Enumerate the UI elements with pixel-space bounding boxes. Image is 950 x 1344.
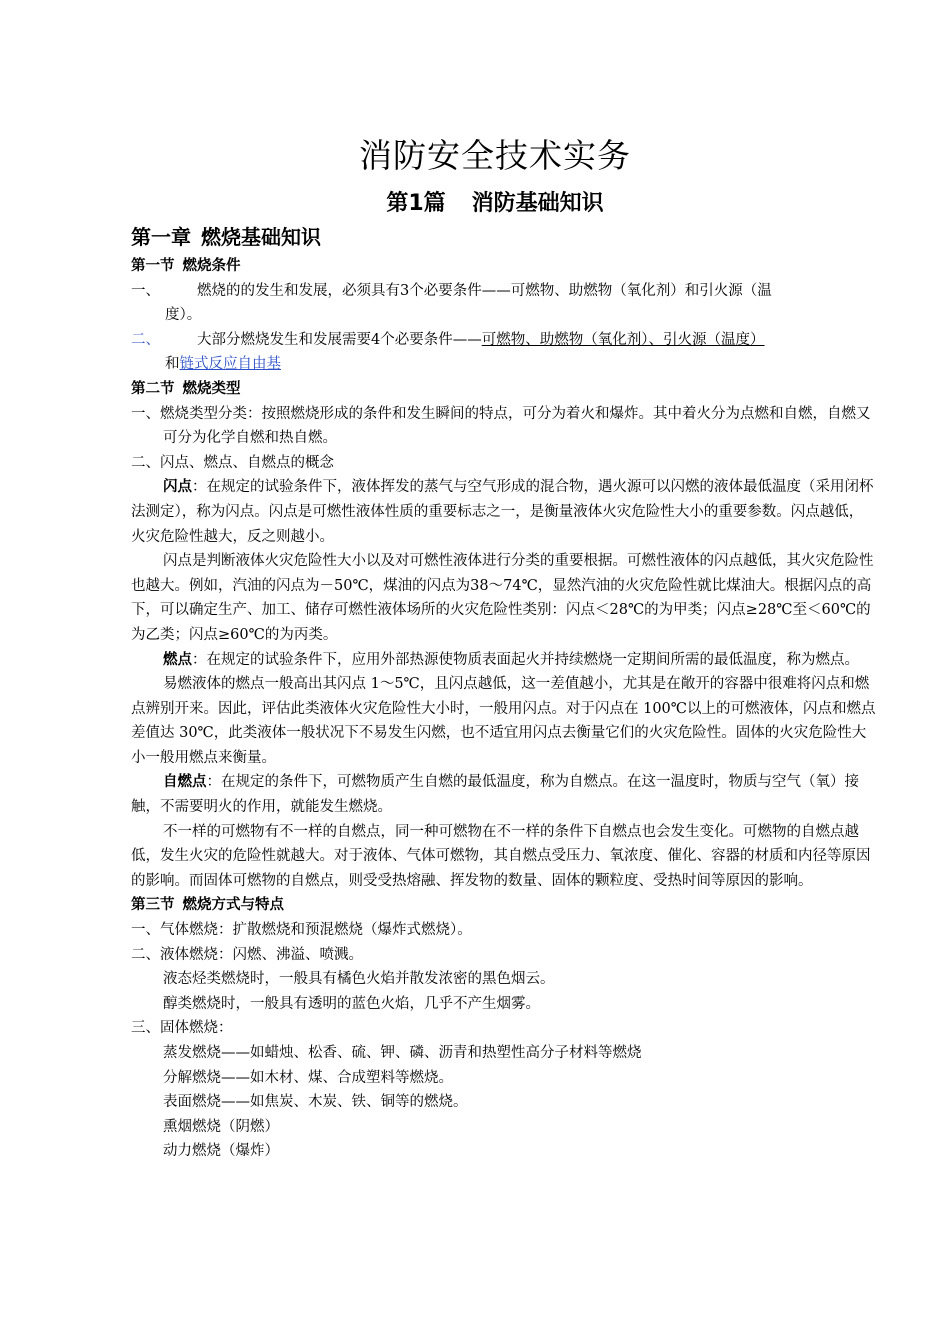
chain-reaction-link[interactable]: 链式反应自由基	[179, 356, 281, 373]
section-3-name: 燃烧方式与特点	[182, 897, 284, 914]
s1-item-2-text: 大部分燃烧发生和发展需要4个必要条件——	[197, 331, 482, 348]
chapter-heading	[131, 222, 876, 252]
s3-line-6: 蒸发燃烧——如蜡烛、松香、硫、钾、磷、沥青和热塑性高分子材料等燃烧	[163, 1045, 642, 1061]
s1-item-2-cont: 和	[165, 356, 180, 373]
s3-line-8: 表面燃烧——如焦炭、木炭、铁、铜等的燃烧。	[163, 1094, 468, 1111]
section-3-label: 第三节	[131, 897, 175, 914]
s3-line-9: 熏烟燃烧（阴燃）	[163, 1118, 279, 1135]
chapter-name: 燃烧基础知识	[201, 225, 321, 249]
s1-item-2-number: 二、	[131, 331, 160, 348]
s3-line-3: 液态烃类燃烧时，一般具有橘色火焰并散发浓密的黑色烟云。	[163, 971, 555, 988]
section-1-label: 第一节	[131, 258, 175, 274]
s3-line-1: 一、气体燃烧：扩散燃烧和预混燃烧（爆炸式燃烧）。	[131, 922, 472, 939]
s2-para-2: 二、闪点、燃点、自燃点的概念	[131, 454, 334, 471]
fire-point-term: 燃点	[163, 651, 192, 668]
flash-point-text: ：在规定的试验条件下，液体挥发的蒸气与空气形成的混合物，遇火源可以闪燃的液体最低温度（采用闭杯法测定），称为闪点。闪点是可燃性液体性质的重要标志之一，是衡量液体火灾危险性大小的重要参数。闪点越低，火灾危险性越大，反之则越小。	[131, 479, 874, 545]
flash-point-term: 闪点	[163, 479, 192, 496]
section-2-label: 第二节	[131, 380, 175, 397]
s1-item-1-number: 一、	[131, 282, 160, 299]
s1-item-2	[131, 328, 876, 377]
document-title: 消防安全技术实务	[359, 136, 631, 175]
s3-line-5: 三、固体燃烧：	[131, 1020, 233, 1037]
chapter-label: 第一章	[131, 225, 191, 249]
flash-point-definition	[131, 475, 876, 549]
s3-line-2: 二、液体燃烧：闪燃、沸溢、喷溅。	[131, 946, 363, 963]
s3-line-7: 分解燃烧——如木材、煤、合成塑料等燃烧。	[163, 1069, 453, 1086]
autoignition-term: 自燃点	[163, 774, 207, 791]
s3-line-10: 动力燃烧（爆炸）	[163, 1143, 279, 1160]
document-body	[131, 222, 876, 1164]
s2-para-1: 一、燃烧类型分类：按照燃烧形成的条件和发生瞬间的特点，可分为着火和爆炸。其中着火分为点燃和自燃，自燃又可分为化学自燃和热自燃。	[131, 405, 871, 447]
fire-point-text: ：在规定的试验条件下，应用外部热源使物质表面起火并持续燃烧一定期间所需的最低温度，称为燃点。	[192, 651, 859, 668]
section-2-heading	[131, 377, 876, 402]
s1-item-1-cont: 度）。	[165, 307, 202, 324]
section-1-heading	[131, 254, 876, 279]
part-name: 消防基础知识	[471, 191, 604, 216]
s1-item-1-text: 燃烧的的发生和发展，必须具有3个必要条件——可燃物、助燃物（氧化剂）和引火源（温	[197, 282, 772, 299]
s1-item-2-underlined: 可燃物、助燃物（氧化剂）、引火源（温度）	[481, 331, 765, 348]
flash-point-para-2: 闪点是判断液体火灾危险性大小以及对可燃性液体进行分类的重要根据。可燃性液体的闪点越低，其火灾危险性也越大。例如，汽油的闪点为－50℃，煤油的闪点为38～74℃，显然汽油的火灾危险性就比煤油大。根据闪点的高下，可以确定生产、加工、储存可燃性液体场所的火灾危险性类别：闪点＜28℃的为甲类；闪点≥28℃至＜60℃的为乙类；闪点≥60℃的为丙类。	[131, 553, 874, 643]
section-2-name: 燃烧类型	[182, 380, 241, 397]
autoignition-para-2: 不一样的可燃物有不一样的自燃点，同一种可燃物在不一样的条件下自燃点也会发生变化。可燃物的自燃点越低，发生火灾的危险性就越大。对于液体、气体可燃物，其自燃点受压力、氧浓度、催化、容器的材质和内径等原因的影响。而固体可燃物的自燃点，则受受热熔融、挥发物的数量、固体的颗粒度、受热时间等原因的影响。	[131, 823, 871, 889]
fire-point-definition	[131, 648, 876, 673]
autoignition-definition	[131, 770, 876, 819]
part-title	[0, 186, 950, 217]
s3-line-4: 醇类燃烧时，一般具有透明的蓝色火焰，几乎不产生烟雾。	[163, 995, 540, 1012]
autoignition-text: ：在规定的条件下，可燃物质产生自燃的最低温度，称为自燃点。在这一温度时，物质与空气（氧）接触，不需要明火的作用，就能发生燃烧。	[131, 774, 859, 816]
part-label: 第1篇	[386, 191, 446, 216]
section-1-name: 燃烧条件	[182, 258, 241, 274]
section-3-heading	[131, 893, 876, 918]
s1-item-1	[131, 279, 876, 328]
fire-point-para-2: 易燃液体的燃点一般高出其闪点 1～5℃，且闪点越低，这一差值越小，尤其是在敞开的容器中很难将闪点和燃点辨别开来。因此，评估此类液体火灾危险性大小时，一般用闪点。对于闪点在 100℃以上的可燃液体，闪点和燃点差值达 30℃，此类液体一般状况下不易发生闪燃，也不适宜用闪点去衡量它们的火灾危险性。固体的火灾危险性大小一般用燃点来衡量。	[131, 676, 876, 766]
